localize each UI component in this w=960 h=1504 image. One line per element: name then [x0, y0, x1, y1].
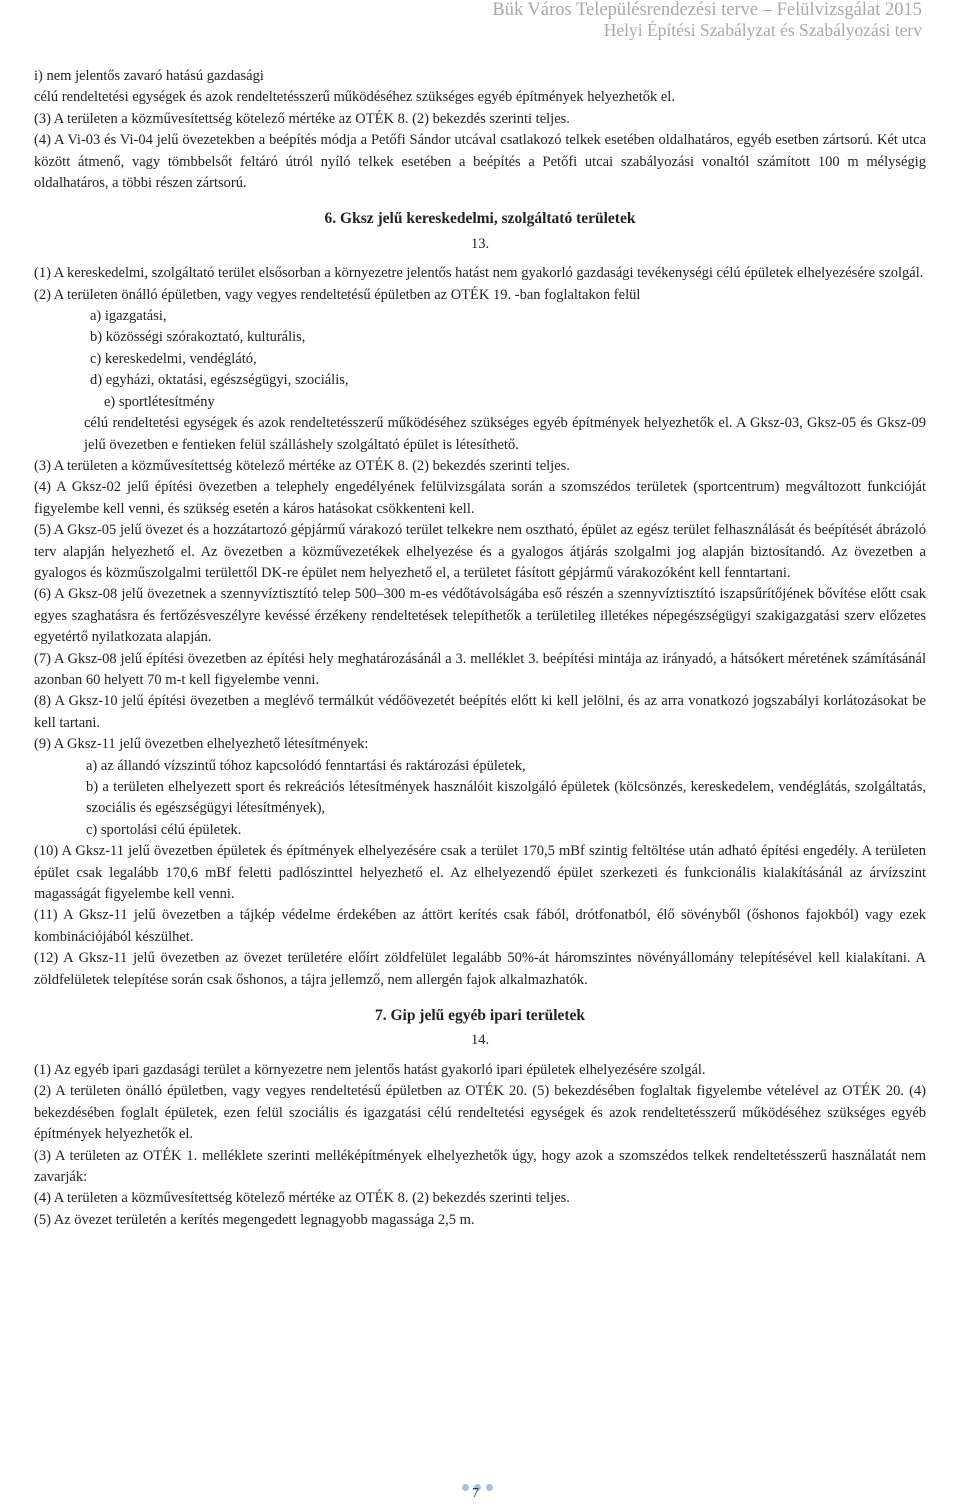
page-header — [492, 0, 922, 40]
paragraph: (6) A Gksz-08 jelű övezetnek a szennyvíztisztító telep 500–300 m-es védőtávolságába eső részén a szennyvíztisztító iszapsűrítőjének bővítése előtt csak egyes szaghatásra és fertőzésveszélyre kevéssé érzékeny rendeltetések telepíthetők a területileg illetékes népegészségügyi szakigazgatási szerv előzetes egyetértő nyilatkozata alapján. — [34, 586, 926, 646]
paragraph: célú rendeltetési egységek és azok rendeltetésszerű működéséhez szükséges egyéb építmények helyezhetők el. A Gksz-03, Gksz-05 és Gksz-09 jelű övezetben e fentieken felül szálláshely szolgáltató épület is létesíthető. — [84, 415, 926, 453]
paragraph: (4) A Vi-03 és Vi-04 jelű övezetekben a beépítés módja a Petőfi Sándor utcával csatlakozó telkek esetében oldalhatáros, egyéb esetben zártsorú. Két utca között átmenő, vagy tömbbelsőt feltáró útról nyíló telkek esetében a beépítés a Petőfi utcai szabályozási vonaltól számított 100 m mélységig oldalhatáros, a többi részen zártsorú. — [34, 132, 926, 192]
paragraph: (5) Az övezet területén a kerítés megengedett legnagyobb magassága 2,5 m. — [34, 1211, 475, 1228]
list-item: a) igazgatási, — [90, 308, 167, 325]
list-continuation: célú rendeltetési egységek és azok rendeltetésszerű működéséhez szükséges egyéb építmények helyezhetők el. — [34, 89, 675, 106]
dot-icon — [462, 1484, 469, 1491]
paragraph: (8) A Gksz-10 jelű építési övezetben a meglévő termálkút védőövezetét beépítés előtt ki kell jelölni, és az arra vonatkozó jogszabályi korlátozásokat be kell tartani. — [34, 693, 926, 731]
list-item: b) közösségi szórakoztató, kulturális, — [90, 329, 306, 346]
paragraph: (3) A területen az OTÉK 1. melléklete szerinti melléképítmények elhelyezhetők úgy, hogy azok a szomszédos telkek rendeltetésszerű használatát nem zavarják: — [34, 1147, 926, 1185]
paragraph: (4) A Gksz-02 jelű építési övezetben a telephely engedélyének felülvizsgálata során a szomszédos területek (sportcentrum) megváltozott funkcióját figyelembe kell venni, és szükség esetén a káros hatásokat csökkenteni kell. — [34, 479, 926, 517]
dot-icon — [486, 1484, 493, 1491]
list-item: c) kereskedelmi, vendéglátó, — [90, 350, 257, 367]
paragraph: (3) A területen a közművesítettség kötelező mértéke az OTÉK 8. (2) bekezdés szerinti teljes. — [34, 457, 570, 474]
paragraph: (3) A területen a közművesítettség kötelező mértéke az OTÉK 8. (2) bekezdés szerinti teljes. — [34, 110, 570, 127]
document-title: Bük Város Településrendezési terve – Felülvizsgálat 2015 — [492, 0, 922, 20]
page-number: 7 — [472, 1486, 479, 1501]
paragraph: (12) A Gksz-11 jelű övezetben az övezet területére előírt zöldfelület legalább 50%-át háromszintes növényállomány telepítésével kell kialakítani. A zöldfelületek telepítése során csak őshonos, a tájra jellemző, nem allergén fajok alkalmazhatók. — [34, 950, 926, 988]
paragraph: (1) A kereskedelmi, szolgáltató terület elsősorban a környezetre jelentős hatást nem gyakorló gazdasági tevékenységi célú épületek elhelyezésére szolgál. — [34, 265, 924, 282]
section-number: 14. — [470, 1032, 490, 1049]
document-body — [34, 66, 926, 1231]
list-item: b) a területen elhelyezett sport és rekreációs létesítmények használóit kiszolgáló épületek (kölcsönzés, kereskedelem, vendéglátás, szolgáltatás, szociális és egészségügyi létesítmények), — [86, 779, 926, 817]
paragraph: (4) A területen a közművesítettség kötelező mértéke az OTÉK 8. (2) bekezdés szerinti teljes. — [34, 1190, 570, 1207]
paragraph: (5) A Gksz-05 jelű övezet és a hozzátartozó gépjármű várakozó terület telkekre nem osztható, épület az egész terület felhasználását és beépítését ábrázoló terv alapján helyezhető el. Az övezetben a közművezetékek elhelyezése és a gyalogos átjárás szolgalmi jog alapján biztosítandó. Az övezetben a gyalogos és közműszolgalmi területtől DK-re épület nem helyezhető el, a területet fásított gépjármű várakozóként kell fenntartani. — [34, 522, 926, 581]
list-item: e) sportlétesítmény — [104, 393, 215, 410]
section-number: 13. — [470, 235, 490, 252]
paragraph: (9) A Gksz-11 jelű övezetben elhelyezhető létesítmények: — [34, 736, 369, 753]
paragraph: (7) A Gksz-08 jelű építési övezetben az építési hely meghatározásánál a 3. melléklet 3. beépítési mintája az irányadó, a hátsókert méretének számításánál azonban 60 helyett 70 m-t kell figyelembe venni. — [34, 650, 926, 688]
section-title: 7. Gip jelű egyéb ipari területek — [374, 1007, 586, 1025]
paragraph: (2) A területen önálló épületben, vagy vegyes rendeltetésű épületben az OTÉK 19. -ban foglaltakon felül — [34, 286, 641, 303]
document-subtitle: Helyi Építési Szabályzat és Szabályozási terv — [603, 20, 922, 40]
list-item: c) sportolási célú épületek. — [86, 821, 242, 838]
paragraph: (1) Az egyéb ipari gazdasági terület a környezetre nem jelentős hatást gyakorló ipari épületek elhelyezésére szolgál. — [34, 1061, 706, 1078]
list-item: i) nem jelentős zavaró hatású gazdasági — [34, 68, 264, 84]
section-title: 6. Gksz jelű kereskedelmi, szolgáltató területek — [324, 210, 636, 228]
paragraph: (10) A Gksz-11 jelű övezetben épületek és építmények elhelyezésére csak a terület 170,5 mBf szintig feltöltése után adható építési engedély. A területen épület csak legalább 170,6 mBf feletti padlószinttel helyezhető el. Az elhelyezendő épület szerkezeti és funkcionális kialakításánál az árvízszint magasságát figyelembe kell venni. — [34, 843, 926, 903]
paragraph: (11) A Gksz-11 jelű övezetben a tájkép védelme érdekében az áttört kerítés csak fából, drótfonatból, élő sövényből (őshonos fajokból) vagy ezek kombinációjából készülhet. — [34, 907, 926, 945]
list-item: d) egyházi, oktatási, egészségügyi, szociális, — [90, 372, 349, 389]
footer-dots — [462, 1478, 502, 1486]
list-item: a) az állandó vízszintű tóhoz kapcsolódó fenntartási és raktározási épületek, — [86, 757, 526, 774]
paragraph: (2) A területen önálló épületben, vagy vegyes rendeltetésű épületben az OTÉK 20. (5) bekezdésében foglaltak figyelembe vételével az OTÉK 20. (4) bekezdésében foglalt épületek, ezen felül szociális és igazgatási célú rendeltetési egységek és azok rendeltetésszerű működéséhez szükséges egyéb építmények helyezhetők el. — [34, 1083, 926, 1143]
